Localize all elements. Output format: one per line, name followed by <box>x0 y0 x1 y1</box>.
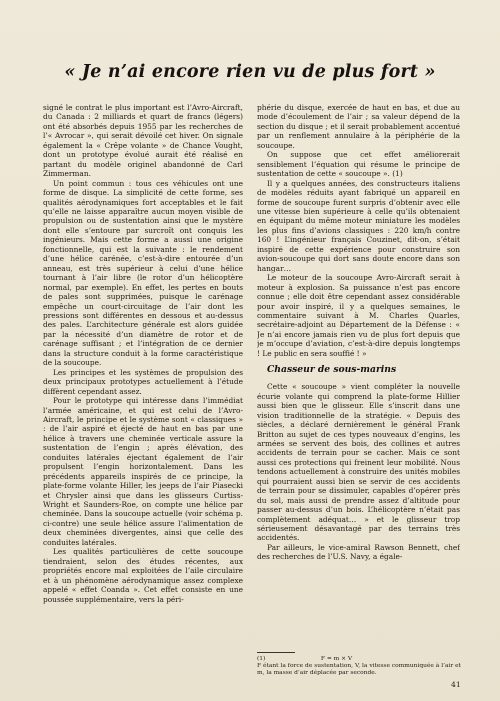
left-column <box>43 103 243 663</box>
paragraph: Pour le prototype qui intéresse dans l’immédiat l’armée américaine, et qui est celui de l’Avro-Aircraft, le principe et le système sont « classiques » : de l’air aspiré et éjecté de haut en bas par une hélice à travers une cheminée verticale assure la sustentation de l’engin ; après élévation, des conduites latérales éjectant également de l’air propulsent l’engin horizontalement. Dans les précédents appareils inspirés de ce principe, la plate-forme volante Hiller, les jeeps de l’air Piasecki et Chrysler ainsi que dans les glisseurs Curtiss-Wright et Saunders-Roe, on compte une hélice par cheminée. Dans la soucoupe actuelle (voir schéma p. ci-contre) une seule hélice assure l’alimentation de deux cheminées divergentes, ainsi que celle des conduites latérales. <box>43 396 243 547</box>
page-number: 41 <box>451 680 461 689</box>
paragraph: Cette « soucoupe » vient compléter la nouvelle écurie volante qui comprend la plate-forme Hillier aussi bien que le glisseur. Elle s’inscrit dans une vision traditionnelle de la stratégie. « Depuis des siècles, a déclaré dernièrement le général Frank Britton au sujet de ces types nouveaux d’engins, les armées se servent des bois, des collines et autres accidents de terrain pour se cacher. Mais ce sont aussi ces protections qui freinent leur mobilité. Nous tendons actuellement à construire des unités mobiles qui pourraient aussi bien se servir de ces accidents de terrain pour se dissimuler, capables d’opérer près du sol, mais aussi de prendre assez d’altitude pour passer au-dessus d’un bois. L’hélicoptère n’était pas complètement adéquat… » et le glisseur trop sérieusement désavantagé par des terrains très accidentés. <box>257 382 460 543</box>
section-subheading: Chasseur de sous-marins <box>267 364 397 376</box>
right-column <box>257 103 460 663</box>
paragraph: Les principes et les systèmes de propulsion des deux principaux prototypes actuellement à l’étude diffèrent cependant assez. <box>43 367 243 396</box>
footnote-equation: F = m × V <box>320 656 353 662</box>
article-title: « Je n’ai encore rien vu de plus fort » <box>64 62 436 82</box>
paragraph: On suppose que cet effet améliorerait sensiblement l’équation qui résume le principe de sustentation de cette « soucoupe ». (1) <box>257 150 460 179</box>
paragraph: phérie du disque, exercée de haut en bas, et due au mode d’écoulement de l’air ; sa valeur dépend de la section du disque ; et il serait probablement accentué par un renflement annulaire à la périphérie de la soucoupe. <box>257 103 460 150</box>
footnote-text: F étant la force de sustentation, V, la vitesse communiquée à l’air et m, la masse d’air déplacée par seconde. <box>257 662 461 676</box>
paragraph: Un point commun : tous ces véhicules ont une forme de disque. La simplicité de cette forme, ses qualités aérodynamiques fort acceptables et le fait qu’elle ne laisse apparaître aucun moyen visible de propulsion ou de sustentation ainsi que le mystère dont elle s’entoure par surcroît ont conquis les ingénieurs. Mais cette forme a aussi une origine fonctionnelle, qui est la suivante : le rendement d’une hélice carénée, c’est-à-dire entourée d’un anneau, est très supérieur à celui d’une hélice tournant à l’air libre (le rotor d’un hélicoptère normal, par exemple). En effet, les pertes en bouts de pales sont supprimées, puisque le carénage empêche un court-circuitage de l’air dont les pressions sont différentes en dessous et au-dessus des pales. L’architecture générale est alors guidée par la nécessité d’un diamètre de rotor et de carénage suffisant ; et l’intégration de ce dernier dans la structure conduit à la forme caractéristique de la soucoupe. <box>43 178 243 368</box>
footnote-marker: (1) <box>257 656 266 662</box>
paragraph: Les qualités particulières de cette soucoupe tiendraient, selon des études récentes, aux propriétés encore mal exploitées de l’aile circulaire et à un phénomène aérodynamique assez complexe appelé « effet Coanda ». Cet effet consiste en une poussée supplémentaire, vers la péri- <box>43 547 243 604</box>
paragraph: Il y a quelques années, des constructeurs italiens de modèles réduits ayant fabriqué un appareil en forme de soucoupe furent surpris d’obtenir avec elle une vitesse bien supérieure à celle qu’ils obtenaient en équipant du même moteur miniature les modèles les plus fins d’avions classiques : 220 km/h contre 160 ! L’ingénieur français Couzinet, dit-on, s’était inspiré de cette expérience pour construire son avion-soucoupe qui dort sans doute encore dans son hangar… <box>257 178 460 273</box>
paragraph: signé le contrat le plus important est l’Avro-Aircraft, du Canada : 2 milliards et quart de francs (légers) ont été absorbés depuis 1955 par les recherches de l’« Avrocar », qui serait dévoilé cet hiver. On signale également la « Crêpe volante » de Chance Vought, dont un prototype évolué aurait été réalisé en partant du modèle originel abandonné de Carl Zimmerman. <box>43 103 243 179</box>
footnote-divider <box>257 652 295 653</box>
paragraph: Par ailleurs, le vice-amiral Rawson Bennett, chef des recherches de l’U.S. Navy, a égale- <box>257 542 460 562</box>
footnote <box>257 656 461 677</box>
paragraph: Le moteur de la soucoupe Avro-Aircraft serait à moteur à explosion. Sa puissance n’est pas encore connue ; elle doit être cependant assez considérable pour avoir inspiré, il y a quelques semaines, le commentaire suivant à M. Charles Quarles, secrétaire-adjoint au Département de la Défense : « Je n’ai encore jamais rien vu de plus fort depuis que je m’occupe d’aviation, c’est-à-dire depuis longtemps ! Le public en sera souffié ! » <box>257 273 460 358</box>
